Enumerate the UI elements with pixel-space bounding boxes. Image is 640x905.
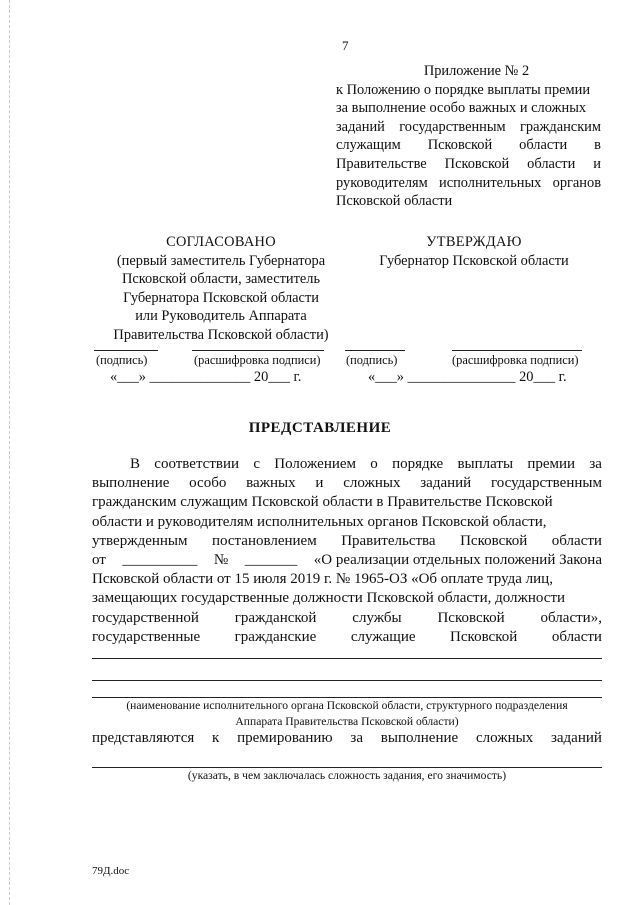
approve-signature-line	[345, 350, 405, 351]
agreed-line: Правительства Псковской области)	[113, 326, 329, 343]
text-line	[92, 513, 602, 532]
text-word: за выполнение особо важных и сложных	[336, 100, 587, 117]
text-word: Правительства	[341, 532, 436, 549]
text-word: области	[519, 137, 568, 154]
text-word: _______	[244, 552, 298, 569]
text-word: __________	[122, 552, 198, 569]
text-word: «О реализации отдельных положений Закона	[313, 552, 602, 569]
text-word: порядке	[392, 456, 444, 472]
scan-edge	[9, 0, 10, 905]
text-word: в	[594, 137, 601, 154]
task-caption: (указать, в чем заключалась сложность задания, его значимость)	[187, 769, 507, 782]
agreed-block	[92, 233, 350, 344]
text-line	[336, 155, 601, 174]
agreed-transcript-label: (расшифровка подписи)	[194, 353, 321, 367]
text-word: и	[593, 155, 601, 172]
agreed-date-line: «___» ______________ 20___ г.	[110, 369, 302, 385]
text-word: выполнение	[380, 730, 459, 746]
approve-transcript-label: (расшифровка подписи)	[452, 353, 579, 367]
text-word: государственные	[92, 628, 201, 645]
text-word: Псковской	[460, 532, 528, 549]
text-line	[92, 493, 602, 512]
text-word: служащие	[350, 628, 416, 645]
page-number: 7	[342, 38, 349, 53]
text-word: сложных	[475, 730, 534, 746]
text-word: области	[551, 532, 602, 549]
text-word: В	[130, 456, 141, 472]
text-line	[92, 609, 602, 628]
body-text	[92, 455, 602, 647]
text-word: премии	[527, 456, 576, 472]
fill-line	[92, 680, 602, 681]
text-word: от	[92, 552, 106, 569]
text-word: выплаты	[457, 456, 514, 472]
approve-heading: УТВЕРЖДАЮ	[426, 234, 522, 250]
text-line	[336, 174, 601, 193]
text-word: государственным	[399, 118, 506, 135]
file-name: 79Д.doc	[92, 865, 130, 877]
text-word: Псковской области	[336, 193, 453, 210]
text-word: соответствии	[154, 456, 240, 472]
text-word: к	[212, 730, 220, 746]
appendix-title: Приложение № 2	[423, 63, 530, 79]
agreed-line: (первый заместитель Губернатора	[116, 252, 326, 269]
org-caption-line: (наименование исполнительного органа Псковской области, структурного подразделения	[126, 699, 568, 712]
org-caption-line: Аппарата Правительства Псковской области)	[235, 715, 459, 728]
text-line	[92, 551, 602, 570]
approve-line: Губернатор Псковской области	[379, 252, 569, 269]
agreed-heading: СОГЛАСОВАНО	[166, 234, 276, 250]
text-word: гражданские	[234, 628, 317, 645]
text-line	[92, 570, 602, 589]
text-word: органов	[552, 174, 601, 191]
text-word: Положением	[274, 456, 357, 472]
text-word: представляются	[92, 730, 195, 746]
text-line	[336, 118, 601, 137]
text-word: гражданским служащим Псковской области в Правительстве Псковской	[92, 494, 553, 511]
text-word: Псковской	[444, 155, 510, 172]
text-word: области	[551, 628, 602, 645]
text-word: утвержденным	[92, 532, 188, 549]
org-caption	[92, 698, 602, 730]
text-word: государственным	[491, 475, 602, 492]
text-word: заданий	[336, 118, 385, 135]
text-word: гражданской	[234, 609, 317, 626]
text-word: постановлением	[211, 532, 317, 549]
agreed-signature-label: (подпись)	[96, 353, 148, 367]
text-line	[92, 628, 602, 647]
agreed-transcript-line	[192, 350, 324, 351]
text-word: выполнение	[92, 475, 170, 492]
award-sentence	[92, 730, 602, 747]
text-line	[336, 192, 601, 211]
text-word: Псковской области от 15 июля 2019 г. № 1965-ОЗ «Об оплате труда лиц,	[92, 571, 553, 588]
approve-block	[360, 233, 588, 270]
text-word: гражданским	[519, 118, 601, 135]
text-word: Правительстве	[336, 155, 427, 172]
text-line	[92, 455, 602, 474]
appendix-text	[336, 81, 601, 211]
text-word: №	[213, 552, 229, 569]
text-word: области	[527, 155, 576, 172]
text-word: важных	[246, 475, 296, 492]
text-word: области и руководителям исполнительных органов Псковской области,	[92, 513, 547, 530]
text-word: исполнительных	[439, 174, 542, 191]
text-word: руководителям	[336, 174, 428, 191]
text-word: с	[253, 456, 260, 472]
text-line	[92, 532, 602, 551]
text-line	[336, 81, 601, 100]
text-word: особо	[189, 475, 227, 492]
agreed-signature-line	[94, 350, 158, 351]
text-word: за	[350, 730, 363, 746]
text-word: служащим	[336, 137, 401, 154]
text-word: и	[315, 475, 324, 492]
text-word: о	[370, 456, 378, 472]
text-word: заданий	[420, 475, 472, 492]
text-word: сложных	[343, 475, 401, 492]
approve-date-line: «___» _______________ 20___ г.	[368, 369, 567, 385]
text-word: премированию	[237, 730, 333, 746]
text-word: за	[589, 456, 602, 472]
appendix-block	[336, 62, 601, 211]
agreed-line: Губернатора Псковской области	[123, 289, 319, 306]
document-title: ПРЕДСТАВЛЕНИЕ	[248, 420, 392, 436]
text-word: Псковской	[437, 609, 505, 626]
text-word: заданий	[550, 730, 602, 746]
text-word: государственной	[92, 609, 199, 626]
text-line	[92, 474, 602, 493]
text-line	[336, 99, 601, 118]
text-word: замещающих государственные должности Псковской области, должности	[92, 590, 566, 607]
text-line	[92, 589, 602, 608]
fill-line	[92, 658, 602, 659]
approve-transcript-line	[452, 350, 582, 351]
text-word: области»,	[540, 609, 602, 626]
agreed-line: Псковской области, заместитель	[121, 271, 321, 287]
text-word: службы	[352, 609, 402, 626]
text-word: к Положению о порядке выплаты премии	[336, 81, 591, 98]
text-line	[336, 136, 601, 155]
approve-signature-label: (подпись)	[346, 353, 398, 367]
text-word: Псковской	[450, 628, 518, 645]
text-word: Псковской	[427, 137, 493, 154]
agreed-line: или Руководитель Аппарата	[135, 308, 307, 324]
